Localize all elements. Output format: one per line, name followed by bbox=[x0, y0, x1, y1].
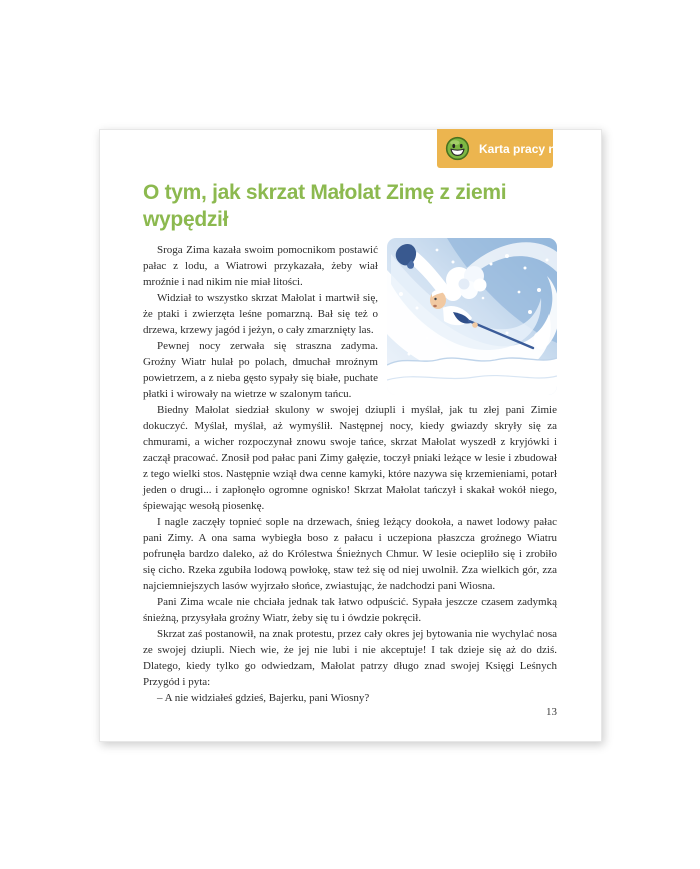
paragraph: I nagle zaczęły topnieć sople na drzewach, śnieg leżący dookoła, a nawet lodowy pałac pani Zimy. A ona sama wybiegła boso z pałacu i uczepiona płaszcza groźnego Wiatru pofrunęła bardzo daleko, aż do Królestwa Śnieżnych Chmur. W lesie ociepliło się i zrobiło się cicho. Rzeka zgubiła lodową powłokę, staw też się od niej uwolnił. Zza wielkich gór, zza najciemniejszych lasów wyjrzało słońce, zwiastując, że nadchodzi pani Wiosna. bbox=[143, 516, 557, 592]
paragraph: Pani Zima wcale nie chciała jednak tak łatwo odpuścić. Sypała jeszcze czasem zadymką śnieżną, przysyłała groźny Wiatr, żeby się tu i ówdzie pokręcił. bbox=[143, 596, 557, 624]
paragraph: Skrzat zaś postanowił, na znak protestu, przez cały okres jej bytowania nie wychylać nosa ze swojej dziupli. Niech wie, że jej nie lubi i nie akceptuje! I tak dzieje się aż do dziś. Dlatego, kiedy tylko go odwiedzam, Małolat patrzy długo znad swojej Księgi Leśnych Przygód i pyta: bbox=[143, 628, 557, 688]
worksheet-badge bbox=[437, 129, 571, 168]
paragraph-dialogue: – A nie widziałeś gdzieś, Bajerku, pani Wiosny? bbox=[157, 692, 370, 704]
grinning-smiley-icon bbox=[445, 136, 470, 161]
worksheet-badge-label: Karta pracy nr 4 bbox=[479, 141, 571, 156]
page-title-line-2: wypędził bbox=[143, 208, 229, 231]
page-title-line-1: O tym, jak skrzat Małolat Zimę z ziemi bbox=[143, 181, 507, 204]
paragraph: Sroga Zima kazała swoim pomocnikom postawić pałac z lodu, a Wiatrowi przykazała, żeby wiał mroźnie i nad nikim nie miał litości. bbox=[143, 244, 378, 288]
paragraph: Widział to wszystko skrzat Małolat i martwił się, że ptaki i zwierzęta leśne pomarzną. Bał się też o drzewa, krzewy jagód i jeżyn, o cały zmarznięty las. bbox=[143, 292, 378, 336]
paragraph: Biedny Małolat siedział skulony w swojej dziupli i myślał, jak tu złej pani Zimie dokuczyć. Myślał, myślał, aż wymyślił. Następnej nocy, kiedy gwiazdy skryły się za chmurami, a wicher rozpoczynał znowu swoje tańce, skrzat Małolat wyszedł z kryjówki i zaczął pracować. Znosił pod pałac pani Zimy gałęzie, toczył pniaki leżące w lesie i zbudował z tego wielki stos. Następnie wziął dwa cenne kamyki, które nazywa się krzemieniami, potarł jeden o drugi... i zapłonęło ogromne ognisko! Skrzat Małolat tańczył i skakał wokół niego, śpiewając wesołą piosenkę. bbox=[143, 404, 557, 512]
story-text bbox=[143, 242, 557, 706]
winter-lady-illustration bbox=[387, 238, 557, 395]
winter-scene bbox=[387, 238, 557, 395]
page-title bbox=[143, 179, 506, 233]
page-number: 13 bbox=[546, 706, 557, 718]
workbook-page bbox=[99, 129, 602, 742]
paragraph: Pewnej nocy zerwała się straszna zadyma. Groźny Wiatr hulał po polach, dmuchał mroźnym powietrzem, a z nieba gęsto sypały się białe, puchate płatki i wirowały na wietrze w szalonym tańcu. bbox=[143, 340, 378, 400]
